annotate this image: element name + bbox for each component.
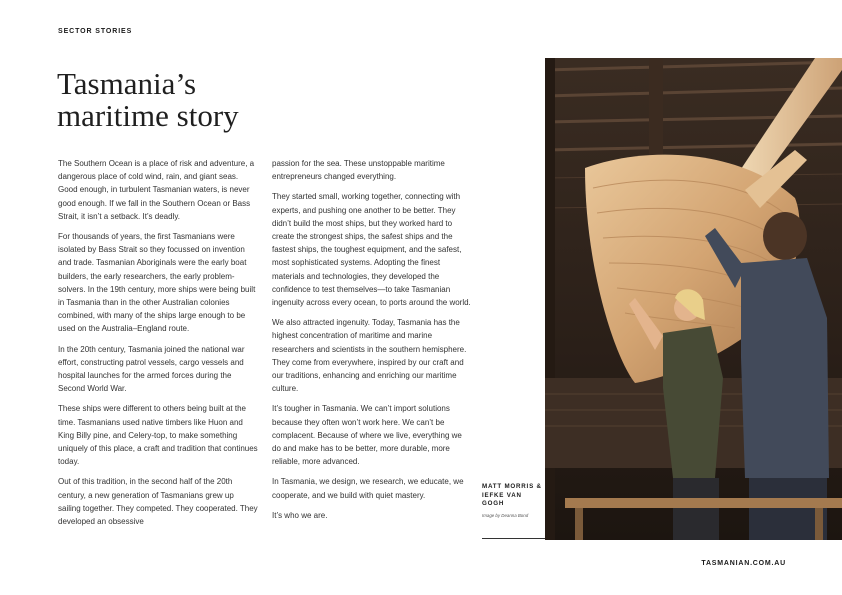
photo-caption <box>482 483 542 519</box>
paragraph: It’s who we are. <box>272 510 328 520</box>
caption-credit: Image by Deanna Bond <box>482 512 529 518</box>
caption-divider <box>482 538 545 539</box>
paragraph: passion for the sea. These unstoppable maritime entrepreneurs changed everything. <box>272 159 445 182</box>
paragraph: In Tasmania, we design, we research, we educate, we cooperate, and we build with quiet mastery. <box>272 477 464 500</box>
boatbuilders-photo <box>545 58 842 540</box>
paragraph: These ships were different to others being built at the time. Tasmanians used native timbers like Huon and King Billy pine, and Celery-top, to make something uniquely of this place, a craft and tradition that continues today. <box>58 404 258 467</box>
body-column-left <box>58 157 258 535</box>
paragraph: They started small, working together, connecting with experts, and pushing one another to be better. They didn’t build the most ships, but they worked hard to create the strongest ships, the safest ships and the fastest ships, the toughest equipment, and the safest, most sophisticated systems. Adopting the finest materials and technologies, they developed the confidence to test themselves—to take Tasmanian ingenuity across every ocean, to ports around the world. <box>272 192 471 308</box>
footer-url[interactable]: TASMANIAN.COM.AU <box>701 560 786 567</box>
caption-name: MATT MORRIS & IEFKE VAN GOGH <box>482 483 542 508</box>
boat-workshop-illustration <box>545 58 842 540</box>
title-line-1: Tasmania’s <box>57 66 197 101</box>
body-column-right <box>272 157 472 529</box>
paragraph: In the 20th century, Tasmania joined the national war effort, constructing patrol vessels, cargo vessels and hospital launches for the armed forces during the Second World War. <box>58 344 245 394</box>
paragraph: The Southern Ocean is a place of risk and adventure, a dangerous place of cold wind, rain, and giant seas. Good enough, in turbulent Tasmanian waters, is never good enough. If we fall in the Southern Ocean or Bass Strait, it isn’t a setback. It’s deadly. <box>58 159 255 221</box>
paragraph: For thousands of years, the first Tasmanians were isolated by Bass Strait so they focussed on invention and trade. Tasmanian Aboriginals were the early boat builders, the early researchers, the early problem-solvers. In the 19th century, more ships were being built in Tasmania than in the other Australian colonies combined, with many of the ships large enough to be used on the Australia–England route. <box>58 232 256 334</box>
page-title <box>57 68 287 132</box>
paragraph: We also attracted ingenuity. Today, Tasmania has the highest concentration of maritime and marine researchers and scientists in the southern hemisphere. They come from everywhere, inspired by our craft and our traditions, enhancing and enriching our maritime culture. <box>272 318 467 394</box>
paragraph: Out of this tradition, in the second half of the 20th century, a new generation of Tasmanians grew up sailing together. They competed. They cooperated. They developed an obsessive <box>58 477 258 527</box>
section-label: SECTOR STORIES <box>58 28 133 35</box>
paragraph: It’s tougher in Tasmania. We can’t import solutions because they often won’t work here. We can’t be complacent. Because of where we live, everything we do and make has to be better, more durable, more reliable, more advanced. <box>272 404 462 467</box>
title-line-2: maritime story <box>57 98 239 133</box>
